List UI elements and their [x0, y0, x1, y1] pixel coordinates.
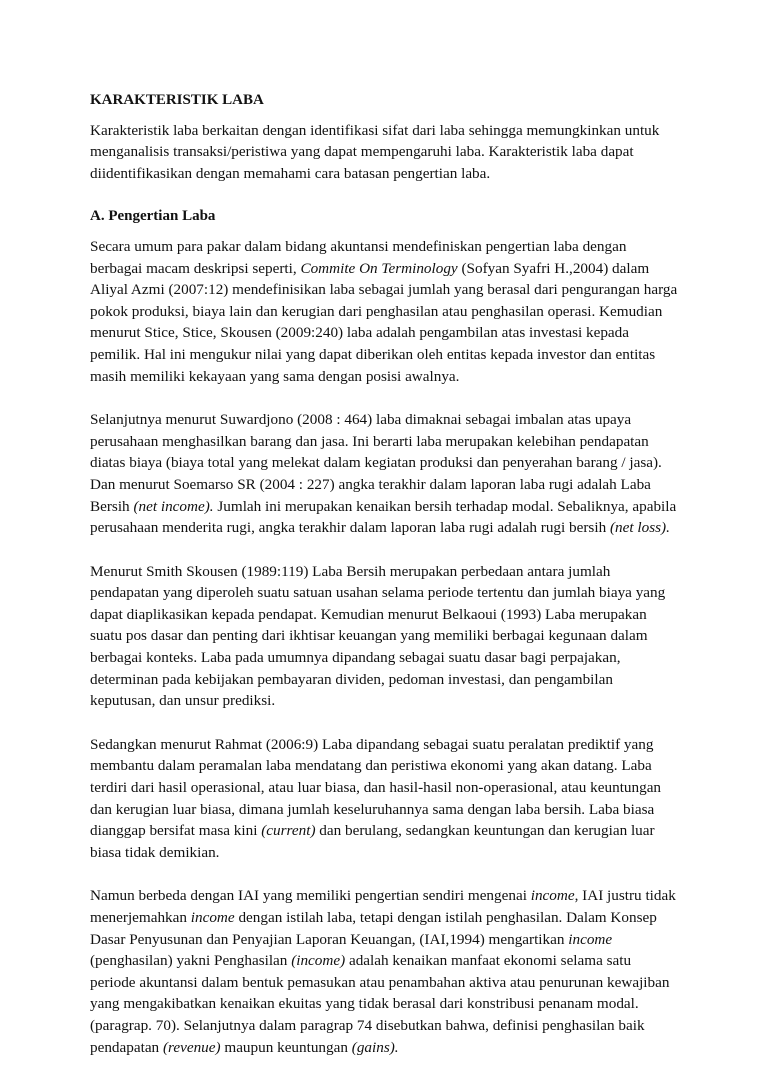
document-page — [90, 90, 680, 1080]
paragraph-4: Sedangkan menurut Rahmat (2006:9) Laba dipandang sebagai suatu peralatan prediktif yang membantu dalam peramalan laba mendatang dan peristiwa ekonomi yang akan datang. Laba terdiri dari hasil operasional, atau luar biasa, dan hasil-hasil non-operasional, atau keuntungan dan kerugian luar biasa, dimana jumlah keseluruhannya sama dengan laba bersih. Laba biasa dianggap bersifat masa kini (current) dan berulang, sedangkan keuntungan dan kerugian luar biasa tidak demikian. — [90, 735, 662, 861]
paragraph-1: Secara umum para pakar dalam bidang akuntansi mendefiniskan pengertian laba dengan berbagai macam deskripsi seperti, Commite On Terminology (Sofyan Syafri H.,2004) dalam Aliyal Azmi (2007:12) mendefinisikan laba sebagai jumlah yang berasal dari pengurangan harga pokok produksi, biaya lain dan kerugian dari penghasilan atau penghasilan operasi. Kemudian menurut Stice, Stice, Skousen (2009:240) laba adalah pengambilan atas investasi kepada pemilik. Hal ini mengukur nilai yang dapat diberikan oleh entitas kepada investor dan entitas masih memiliki kekayaan yang sama dengan posisi awalnya. — [90, 237, 678, 385]
paragraph-2: Selanjutnya menurut Suwardjono (2008 : 464) laba dimaknai sebagai imbalan atas upaya perusahaan menghasilkan barang dan jasa. Ini berarti laba merupakan kelebihan pendapatan diatas biaya (biaya total yang melekat dalam kegiatan produksi dan penyerahan barang / jasa). Dan menurut Soemarso SR (2004 : 227) angka terakhir dalam laporan laba rugi adalah Laba Bersih (net income). Jumlah ini merupakan kenaikan bersih terhadap modal. Sebaliknya, apabila perusahaan menderita rugi, angka terakhir dalam laporan laba rugi adalah rugi bersih (net loss). — [90, 411, 677, 537]
intro-paragraph: Karakteristik laba berkaitan dengan identifikasi sifat dari laba sehingga memungkinkan untuk menganalisis transaksi/peristiwa yang dapat mempengaruhi laba. Karakteristik laba dapat diidentifikasikan dengan memahami cara batasan pengertian laba. — [90, 121, 660, 182]
paragraph-5: Namun berbeda dengan IAI yang memiliki pengertian sendiri mengenai income, IAI justru tidak menerjemahkan income dengan istilah laba, tetapi dengan istilah penghasilan. Dalam Konsep Dasar Penyusunan dan Penyajian Laporan Keuangan, (IAI,1994) mengartikan income (penghasilan) yakni Penghasilan (income) adalah kenaikan manfaat ekonomi selama satu periode akuntansi dalam bentuk pemasukan atau penambahan aktiva atau penurunan kewajiban yang mengakibatkan kenaikan ekuitas yang tidak berasal dari konstribusi penanam modal. (paragrap. 70). Selanjutnya dalam paragrap 74 disebutkan bahwa, definisi penghasilan baik pendapatan (revenue) maupun keuntungan (gains). — [90, 887, 676, 1056]
paragraph-3: Menurut Smith Skousen (1989:119) Laba Bersih merupakan perbedaan antara jumlah pendapatan yang diperoleh suatu satuan usahan selama periode tertentu dan jumlah biaya yang dapat diaplikasikan kepada pendapat. Kemudian menurut Belkaoui (1993) Laba merupakan suatu pos dasar dan penting dari ikhtisar keuangan yang memiliki berbagai kegunaan dalam berbagai konteks. Laba pada umumnya dipandang sebagai suatu dasar bagi perpajakan, determinan pada kebijakan pembayaran dividen, pedoman investasi, dan pengambilan keputusan, dan unsur prediksi. — [90, 562, 666, 710]
section-heading: A. Pengertian Laba — [90, 208, 216, 225]
document-title: KARAKTERISTIK LABA — [90, 92, 264, 108]
